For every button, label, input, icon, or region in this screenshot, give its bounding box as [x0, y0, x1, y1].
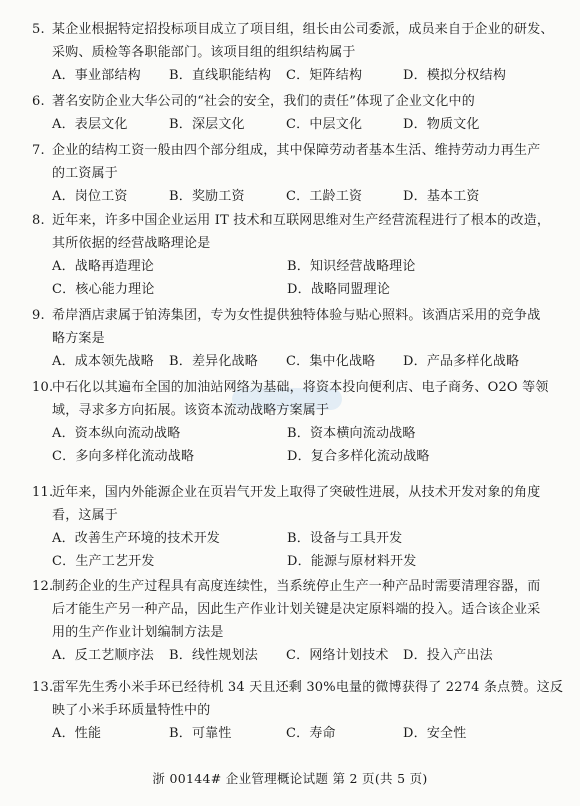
question-number: 7.	[32, 143, 45, 158]
stem-text: 雷军先生秀小米手环已经待机 34 天且还剩 30%电量的微博获得了 2274 条点赞。这反	[52, 680, 564, 695]
option-c: C．中层文化	[286, 117, 363, 132]
stem-line	[32, 209, 562, 232]
option-a: A．资本纵向流动战略	[52, 426, 181, 441]
option-list	[32, 527, 562, 573]
option-a: A．改善生产环境的技术开发	[52, 531, 220, 546]
option-b: B．线性规划法	[169, 648, 258, 663]
stem-text: 映了小米手环质量特性中的	[52, 703, 211, 718]
stem-text: 中石化以其遍布全国的加油站网络为基础，将资本投向便利店、电子商务、O2O 等领	[52, 380, 549, 395]
stem-text: 略方案是	[52, 331, 105, 346]
option-a: A．表层文化	[52, 117, 128, 132]
option-b: B．资本横向流动战略	[287, 426, 416, 441]
option-list	[32, 185, 562, 208]
option-b: B．差异化战略	[169, 354, 258, 369]
page-footer: 浙 00144# 企业管理概论试题 第 2 页(共 5 页)	[152, 771, 428, 786]
question-stem	[32, 304, 562, 350]
stem-line	[32, 162, 562, 185]
option-d: D．基本工资	[403, 189, 480, 204]
stem-text: 希岸酒店隶属于铂涛集团，专为女性提供独特体验与贴心照料。该酒店采用的竞争战	[52, 308, 541, 323]
option-a: A．事业部结构	[52, 68, 141, 83]
stem-text: 域，寻求多方向拓展。该资本流动战略方案属于	[52, 403, 330, 418]
option-b: B．设备与工具开发	[287, 531, 403, 546]
question-number: 9.	[32, 308, 45, 323]
option-list	[32, 644, 562, 667]
question-8	[32, 209, 562, 301]
option-c: C．核心能力理论	[52, 282, 155, 297]
stem-line	[32, 598, 562, 621]
option-list	[32, 350, 562, 373]
stem-text: 企业的结构工资一般由四个部分组成，其中保障劳动者基本生活、维持劳动力再生产	[52, 143, 541, 158]
option-d: D．战略同盟理论	[287, 282, 391, 297]
stem-text: 其所依据的经营战略理论是	[52, 236, 211, 251]
option-d: D．复合多样化流动战略	[287, 449, 430, 464]
stem-text: 采购、质检等各职能部门。该项目组的组织结构属于	[52, 45, 356, 60]
option-c: C．寿命	[286, 726, 336, 741]
question-12	[32, 575, 562, 667]
option-d: D．模拟分权结构	[403, 68, 507, 83]
stem-line	[32, 481, 562, 504]
question-7	[32, 139, 562, 208]
question-stem	[32, 139, 562, 185]
option-c: C．集中化战略	[286, 354, 376, 369]
option-b: B．知识经营战略理论	[287, 259, 416, 274]
question-stem	[32, 376, 562, 422]
option-list	[32, 422, 562, 468]
option-a: A．性能	[52, 726, 102, 741]
question-number: 6.	[32, 94, 45, 109]
stem-line	[32, 376, 562, 399]
stem-line	[32, 621, 562, 644]
question-stem	[32, 18, 562, 64]
option-a: A．反工艺顺序法	[52, 648, 154, 663]
option-list	[32, 722, 562, 745]
question-stem	[32, 481, 562, 527]
stem-line	[32, 90, 562, 113]
option-b: B．可靠性	[169, 726, 232, 741]
option-b: B．深层文化	[169, 117, 245, 132]
option-list	[32, 64, 562, 87]
stem-line	[32, 232, 562, 255]
option-c: C．矩阵结构	[286, 68, 363, 83]
option-a: A．成本领先战略	[52, 354, 154, 369]
option-d: D．物质文化	[403, 117, 480, 132]
question-number: 13.	[32, 680, 54, 695]
stem-line	[32, 504, 562, 527]
question-6	[32, 90, 562, 136]
stem-line	[32, 304, 562, 327]
question-number: 10.	[32, 380, 54, 395]
option-c: C．网络计划技术	[286, 648, 389, 663]
question-5	[32, 18, 562, 87]
option-a: A．战略再造理论	[52, 259, 154, 274]
stem-line	[32, 41, 562, 64]
option-b: B．奖励工资	[169, 189, 245, 204]
option-list	[32, 255, 562, 301]
stem-text: 的工资属于	[52, 166, 119, 181]
stem-text: 近年来，许多中国企业运用 IT 技术和互联网思维对生产经营流程进行了根本的改造，	[52, 213, 551, 228]
option-c: C．多向多样化流动战略	[52, 449, 195, 464]
stem-text: 用的生产作业计划编制方法是	[52, 625, 224, 640]
question-number: 12.	[32, 579, 54, 594]
question-11	[32, 481, 562, 573]
stem-line	[32, 139, 562, 162]
option-a: A．岗位工资	[52, 189, 128, 204]
question-stem	[32, 676, 562, 722]
option-d: D．安全性	[403, 726, 467, 741]
stem-line	[32, 575, 562, 598]
stem-line	[32, 676, 562, 699]
stem-text: 某企业根据特定招投标项目成立了项目组，组长由公司委派，成员来自于企业的研发、	[52, 22, 554, 37]
question-9	[32, 304, 562, 373]
stem-line	[32, 327, 562, 350]
option-b: B．直线职能结构	[169, 68, 272, 83]
stem-text: 后才能生产另一种产品，因此生产作业计划关键是决定原料端的投入。适合该企业采	[52, 602, 541, 617]
stem-line	[32, 699, 562, 722]
option-d: D．能源与原材料开发	[287, 554, 417, 569]
option-c: C．工龄工资	[286, 189, 363, 204]
option-list	[32, 113, 562, 136]
question-stem	[32, 209, 562, 255]
stem-line	[32, 18, 562, 41]
question-stem	[32, 575, 562, 644]
question-stem	[32, 90, 562, 113]
stem-text: 看，这属于	[52, 508, 119, 523]
option-c: C．生产工艺开发	[52, 554, 155, 569]
option-d: D．产品多样化战略	[403, 354, 520, 369]
question-number: 11.	[32, 485, 54, 500]
stem-text: 制药企业的生产过程具有高度连续性，当系统停止生产一种产品时需要清理容器，而	[52, 579, 541, 594]
question-number: 5.	[32, 22, 45, 37]
question-10	[32, 376, 562, 468]
option-d: D．投入产出法	[403, 648, 493, 663]
stem-line	[32, 399, 562, 422]
stem-text: 近年来，国内外能源企业在页岩气开发上取得了突破性进展，从技术开发对象的角度	[52, 485, 541, 500]
stem-text: 著名安防企业大华公司的“社会的安全，我们的责任”体现了企业文化中的	[52, 94, 475, 109]
question-number: 8.	[32, 213, 45, 228]
question-13	[32, 676, 562, 745]
